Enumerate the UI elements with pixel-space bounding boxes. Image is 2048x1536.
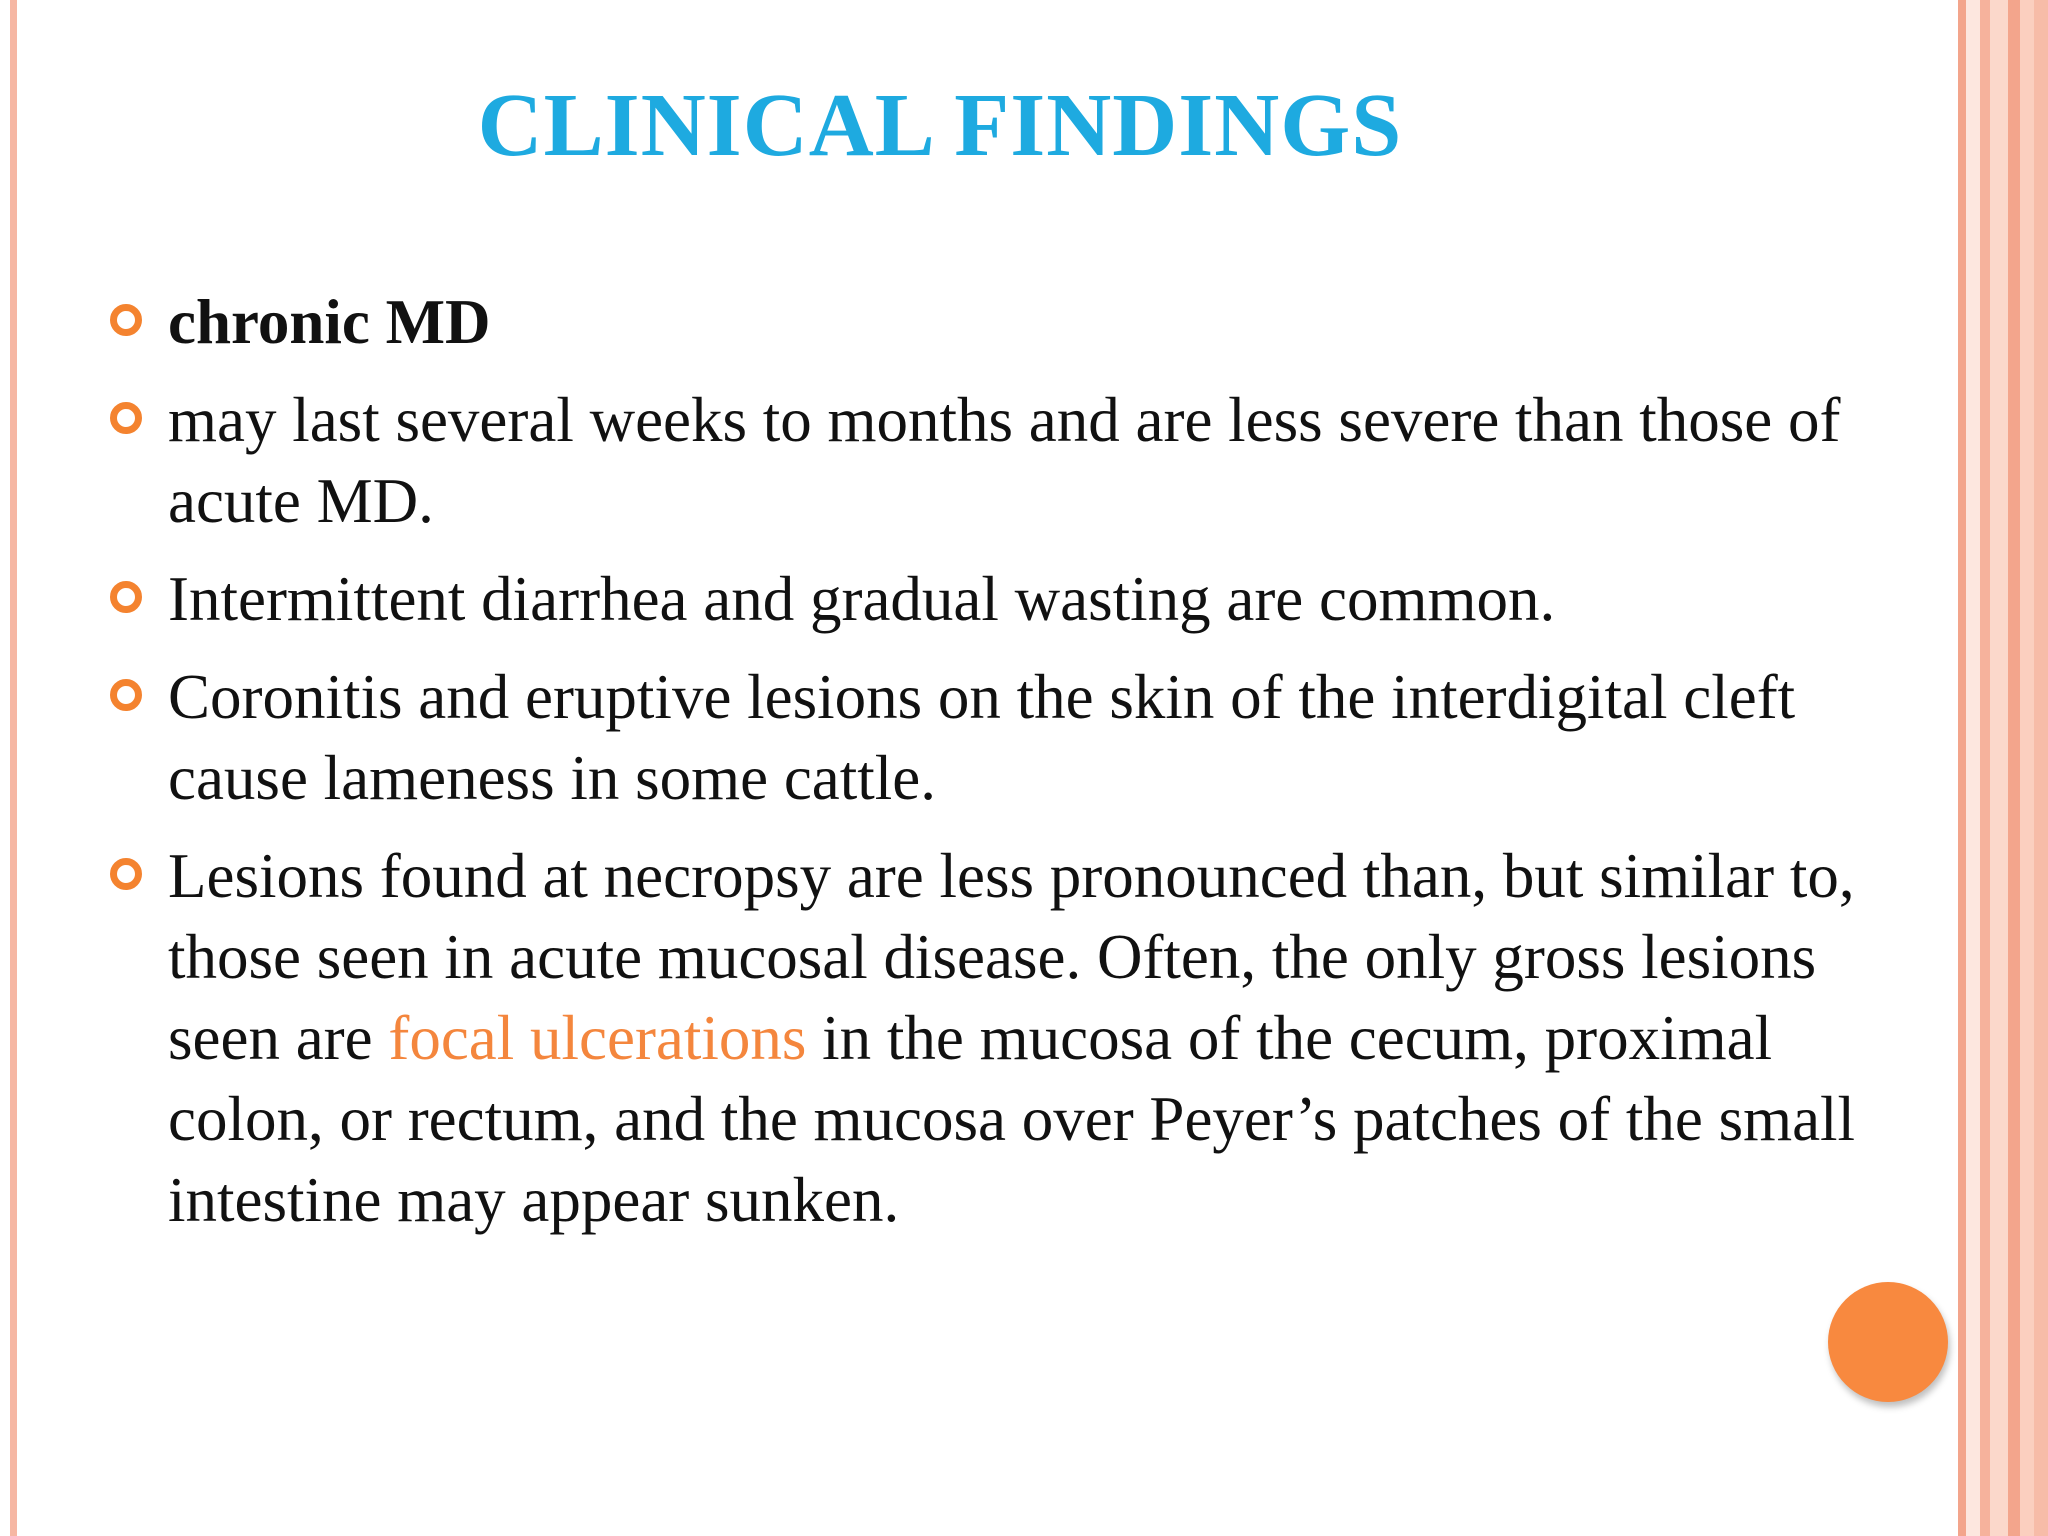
bullet-item — [110, 657, 1920, 819]
bullet-text: Coronitis and eruptive lesions on the skin of the interdigital cleft cause lameness in some cattle. — [168, 662, 1796, 813]
stripe — [2020, 0, 2034, 1536]
stripe — [1980, 0, 1990, 1536]
bullet-item — [110, 282, 1920, 363]
bullet-circle-icon — [110, 679, 142, 711]
stripe — [1958, 0, 1966, 1536]
orange-circle-icon — [1828, 1282, 1948, 1402]
stripe — [2034, 0, 2048, 1536]
bullet-list — [110, 282, 1920, 1258]
highlighted-term: focal ulcerations — [388, 1003, 807, 1073]
bullet-item — [110, 836, 1920, 1241]
bullet-text-before: Lesions found at necropsy are less pronounced than, but similar to, those seen in acute mucosal disease. Often, the only gross lesions seen are — [168, 841, 1855, 1073]
slide-title: CLINICAL FINDINGS — [477, 76, 1403, 175]
bullet-circle-icon — [110, 304, 142, 336]
bullet-circle-icon — [110, 858, 142, 890]
bullet-circle-icon — [110, 581, 142, 613]
stripe — [1990, 0, 2008, 1536]
bullet-text: chronic MD — [168, 287, 491, 357]
bullet-item — [110, 380, 1920, 542]
stripe — [1966, 0, 1980, 1536]
bullet-text: may last several weeks to months and are less severe than those of acute MD. — [168, 385, 1841, 536]
bullet-text-after: in the mucosa of the cecum, proximal colon, or rectum, and the mucosa over Peyer’s patches of the small intestine may appear sunken. — [168, 1003, 1856, 1235]
bullet-item — [110, 559, 1920, 640]
bullet-circle-icon — [110, 402, 142, 434]
right-decorative-stripes — [1958, 0, 2048, 1536]
bullet-text: Intermittent diarrhea and gradual wasting are common. — [168, 564, 1556, 634]
stripe — [2008, 0, 2020, 1536]
left-border-line — [10, 0, 17, 1536]
